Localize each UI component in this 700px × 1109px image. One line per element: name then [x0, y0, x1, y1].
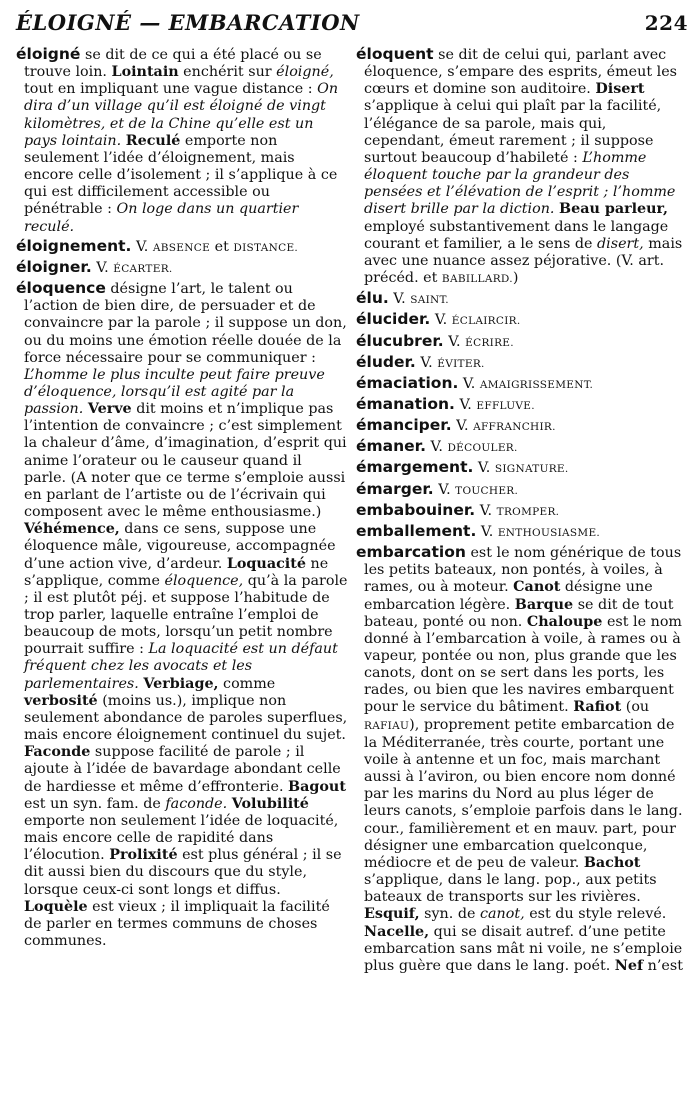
definition-text: V. [426, 439, 448, 456]
definition-text: emporte non seulement l’idée d’éloignement, mais encore celle d’isolement ; il s’applique à ce qui est difficilement accessible ou pénétrable : [24, 132, 338, 218]
definition-text: qui se disait autref. d’une petite embarcation sans mât ni voile, ne s’emploie plus guère que dans le lang. poét. [364, 923, 683, 974]
definition-text: V. [388, 291, 411, 308]
dictionary-entry [356, 375, 688, 394]
definition-text: V. [443, 333, 466, 350]
definition-text: est vieux ; il impliquait la facilité de parler en termes communs de choses communes. [24, 898, 330, 949]
cross-reference: DISTANCE. [233, 241, 299, 254]
headword: élucubrer. [356, 331, 444, 350]
left-column [16, 46, 348, 975]
definition-text: qu’à la parole ; il est plutôt péj. et suppose l’habitude de trop parler, laquelle entraîne l’emploi de beaucoup de mots, lorsqu’un petit nombre pourrait suffire : [24, 572, 348, 658]
synonym-term: Chaloupe [526, 613, 603, 630]
running-title: ÉLOIGNÉ — EMBARCATION [16, 10, 360, 35]
definition-text: V. [454, 396, 477, 413]
dictionary-entry [356, 354, 688, 373]
headword: émargement. [356, 458, 474, 477]
synonym-term: Verbiage, [143, 675, 219, 692]
example-text: La loquacité est un défaut fréquent chez les avocats et les parlementaires. [24, 641, 338, 692]
dictionary-entry [356, 417, 688, 436]
definition-text: V. [473, 460, 495, 477]
definition-text: enchérit sur [178, 64, 277, 81]
dictionary-entry [356, 311, 688, 330]
headword: élu. [356, 289, 389, 308]
cross-reference: SIGNATURE. [494, 463, 569, 476]
example-text: On dira d’un village qu’il est éloigné de vingt kilomètres, et de la Chine qu’elle est un pays lointain. [24, 81, 339, 149]
dictionary-entry [356, 290, 688, 309]
headword: embarcation [356, 543, 466, 562]
example-text: canot, [480, 906, 525, 923]
cross-reference: ENTHOUSIASME. [497, 526, 601, 539]
dictionary-entry [356, 459, 688, 478]
cross-reference: EFFLUVE. [476, 399, 535, 412]
example-text: faconde. [165, 795, 228, 812]
definition-text: comme [218, 675, 276, 692]
cross-reference: ÉVITER. [437, 357, 485, 370]
right-column [356, 46, 688, 975]
definition-text: est le nom générique de tous les petits bateaux, non pontés, à voiles, à rames, ou à moteur. [364, 545, 682, 596]
example-text: éloquence, [164, 572, 244, 589]
headword: éloquence [16, 279, 106, 298]
synonym-term: Nacelle, [364, 923, 430, 940]
definition-text: (ou [621, 699, 650, 716]
definition-text: désigne l’art, le talent ou l’action de bien dire, de persuader et de convaincre par la parole ; il suppose un don, ou du moins une émotion réelle douée de la force nécessaire pour se communiquer : [24, 281, 347, 366]
cross-reference: ÉCARTER. [113, 262, 173, 275]
headword: embabouiner. [356, 500, 476, 519]
synonym-term: Loquèle [24, 898, 88, 915]
definition-text: s’applique, dans le lang. pop., aux petits bateaux de transports sur les rivières. [364, 872, 657, 906]
definition-text: est plus général ; il se dit aussi bien du discours que du style, lorsque ceux-ci sont longs et diffus. [24, 847, 342, 898]
definition-text: V. [91, 259, 114, 276]
cross-reference: SAINT. [410, 294, 449, 307]
definition-text: se dit de tout bateau, ponté ou non. [364, 596, 674, 630]
definition-text: V. [433, 481, 456, 498]
definition-text: V. [415, 354, 438, 371]
definition-text: est un syn. fam. de [24, 795, 166, 812]
definition-text: V. [131, 238, 153, 255]
synonym-term: Volubilité [231, 795, 309, 812]
dictionary-entry [16, 238, 348, 257]
definition-text: V. [451, 418, 474, 435]
dictionary-entry [356, 438, 688, 457]
dictionary-entry [356, 333, 688, 352]
definition-text: V. [430, 312, 452, 329]
definition-text: mais avec une nuance assez péjorative. (V. art. précéd. et [364, 235, 683, 287]
headword: émaner. [356, 437, 426, 456]
definition-text: ), proprement petite embarcation de la Méditerranée, très courte, portant une voile à antenne et un foc, mais marchant aussi à l’aviron, ou bien encore nom donné par les marins du Nord au plus léger de leurs canots, s’emploie parfois dans le lang. cour., familièrement et en mauv. part, pour désigner une embarcation quelconque, médiocre et de peu de valeur. [364, 716, 683, 871]
cross-reference: ÉCLAIRCIR. [451, 315, 521, 328]
definition-text: (moins us.), implique non seulement abondance de paroles superflues, mais encore éloignement continuel du sujet. [24, 692, 348, 744]
page-number: 224 [644, 11, 688, 35]
definition-text: emporte non seulement l’idée de loquacité, mais encore celle de rapidité dans l’élocution. [24, 812, 339, 864]
headword: emballement. [356, 521, 477, 540]
example-text: L’homme éloquent touche par la grandeur des pensées et l’élévation de l’esprit ; l’homme disert brille par la diction. [364, 149, 676, 218]
synonym-term: Reculé [125, 132, 181, 149]
synonym-term: Disert [595, 81, 645, 98]
definition-text: V. [475, 502, 497, 519]
cross-reference: DÉCOULER. [447, 442, 518, 455]
example-text: disert, [597, 235, 644, 252]
example-text: éloigné, [276, 64, 334, 81]
definition-text: dans ce sens, suppose une éloquence mâle, vigoureuse, accompagnée d’une action vive, d’ardeur. [24, 521, 336, 572]
dictionary-entry [356, 46, 688, 288]
synonym-term: Esquif, [364, 906, 420, 923]
definition-text: s’applique à celui qui plaît par la facilité, l’élégance de sa parole, mais qui, cependant, émeut rarement ; il suppose surtout beaucoup d’habileté : [364, 98, 662, 166]
synonym-term: Barque [514, 596, 574, 613]
synonym-term: Canot [513, 579, 561, 596]
headword: éloigné [16, 45, 81, 63]
cross-reference: BABILLARD. [441, 273, 513, 286]
definition-text: tout en impliquant une vague distance : [24, 81, 318, 98]
definition-text: dit moins et n’implique pas l’intention de convaincre ; c’est simplement la chaleur d’âme, d’imagination, d’esprit qui anime l’orateur ou le causeur quand il parle. (A noter que ce terme s’emploie aussi en parlant de l’artiste ou de l’écrivain qui composent avec le même enthousiasme.) [24, 401, 347, 521]
cross-reference: TOUCHER. [455, 484, 519, 497]
dictionary-entry [356, 481, 688, 500]
synonym-term: Bachot [583, 854, 641, 871]
dictionary-entry [356, 544, 688, 975]
definition-text: n’est [643, 957, 683, 974]
synonym-term: verbosité [24, 692, 98, 709]
definition-text: et [210, 238, 234, 255]
cross-reference: TROMPER. [496, 505, 560, 518]
headword: éloignement. [16, 236, 132, 255]
synonym-term: Loquacité [226, 555, 306, 572]
definition-text: ne s’applique, comme [24, 555, 329, 589]
cross-reference: AMAIGRISSEMENT. [479, 378, 594, 391]
synonym-term: Rafiot [573, 699, 622, 716]
definition-text: est le nom donné à l’embarcation à voile, à rames ou à vapeur, pontée ou non, plus grande que les canots, dont on se sert dans les ports, les rades, ou bien que les navires embarquent pour le service du bâtiment. [364, 613, 682, 716]
synonym-term: Verve [87, 401, 132, 418]
synonym-term: Véhémence, [24, 521, 120, 538]
definition-text: se dit de celui qui, parlant avec éloquence, s’empare des esprits, émeut les cœurs et domine son auditoire. [364, 47, 678, 98]
definition-text: employé substantivement dans le langage courant et familier, a le sens de [364, 218, 669, 252]
definition-text: syn. de [419, 906, 481, 923]
definition-text: V. [476, 523, 498, 540]
dictionary-entry [356, 502, 688, 521]
definition-text: V. [458, 375, 480, 392]
synonym-term: Nef [614, 957, 644, 974]
headword: éloigner. [16, 257, 92, 276]
headword: émanciper. [356, 416, 452, 435]
dictionary-entry [16, 46, 348, 236]
synonym-term: Lointain [111, 64, 179, 81]
example-text: L’homme le plus inculte peut faire preuve d’éloquence, lorsqu’il est agité par la passion. [24, 366, 325, 418]
headword: élucider. [356, 310, 431, 329]
cross-reference: ABSENCE [152, 241, 211, 254]
dictionary-entry [356, 396, 688, 415]
cross-reference: ÉCRIRE. [465, 336, 514, 349]
definition-text: se dit de ce qui a été placé ou se trouve loin. [24, 47, 322, 81]
definition-text: est du style relevé. [524, 906, 667, 923]
dictionary-entry [16, 259, 348, 278]
synonym-term: Prolixité [109, 847, 178, 864]
cross-reference: AFFRANCHIR. [473, 421, 556, 434]
synonym-term: Faconde [24, 744, 91, 761]
columns [16, 46, 688, 975]
dictionary-entry [356, 523, 688, 542]
page-header [16, 10, 688, 46]
headword: éluder. [356, 352, 416, 371]
dictionary-entry [16, 280, 348, 950]
headword: émanation. [356, 394, 455, 413]
headword: émaciation. [356, 373, 459, 392]
definition-text: désigne une embarcation légère. [364, 579, 653, 613]
example-text: On loge dans un quartier reculé. [24, 201, 299, 235]
definition-text: suppose facilité de parole ; il ajoute à l’idée de bavardage abondant celle de hardiesse et même d’effronterie. [24, 744, 341, 795]
headword: éloquent [356, 45, 434, 63]
synonym-term: Bagout [288, 778, 346, 795]
cross-reference: RAFIAU [364, 719, 410, 732]
definition-text: ) [512, 270, 519, 287]
synonym-term: Beau parleur, [559, 201, 669, 218]
headword: émarger. [356, 479, 434, 498]
